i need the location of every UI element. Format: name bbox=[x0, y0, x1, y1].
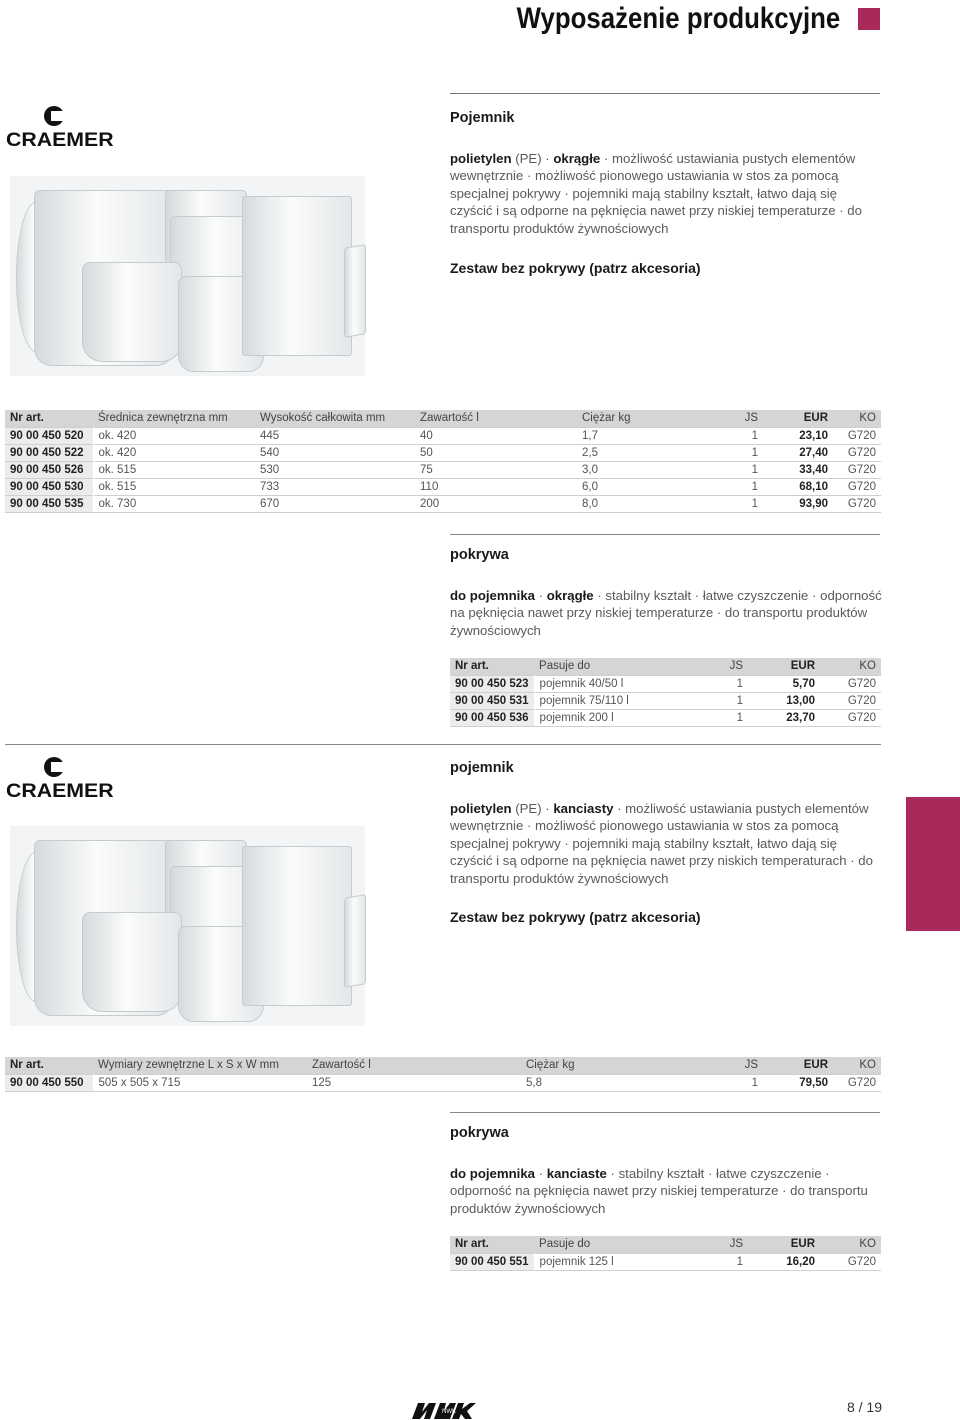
table-cell: 1 bbox=[712, 675, 748, 692]
square-container-shape bbox=[242, 846, 352, 1006]
table-cell: 5,70 bbox=[748, 675, 820, 692]
craemer-logo-mark bbox=[44, 106, 64, 128]
col-header: Pasuje do bbox=[534, 658, 712, 675]
table-cell: 530 bbox=[255, 461, 415, 478]
col-header: Wymiary zewnętrzne L x S x W mm bbox=[93, 1057, 307, 1074]
lid1-lead: do pojemnika bbox=[450, 588, 535, 603]
table-cell: 90 00 450 550 bbox=[5, 1074, 93, 1091]
section1-description bbox=[450, 150, 882, 237]
craemer-logo-text: CRAEMER bbox=[6, 781, 114, 802]
table-cell: 1 bbox=[712, 709, 748, 726]
section2-subheading: Zestaw bez pokrywy (patrz akcesoria) bbox=[450, 909, 701, 925]
col-header: KO bbox=[833, 1057, 881, 1074]
col-header: Wysokość całkowita mm bbox=[255, 410, 415, 427]
table-cell: G720 bbox=[833, 478, 881, 495]
title-accent-square bbox=[858, 8, 880, 30]
col-header: JS bbox=[712, 1236, 748, 1253]
table-cell: 90 00 450 551 bbox=[450, 1253, 534, 1270]
table-cell: 23,70 bbox=[748, 709, 820, 726]
table-cell: 2,5 bbox=[577, 444, 727, 461]
table-cell: 1 bbox=[727, 478, 763, 495]
section1-table bbox=[5, 410, 881, 513]
section-divider bbox=[450, 534, 880, 535]
section2-material-detail: (PE) · bbox=[511, 801, 554, 816]
col-header: JS bbox=[727, 410, 763, 427]
section2-description-body: · możliwość ustawiania pustych elementów wewnętrznie · możliwość pionowego ustawiania w stos za pomocą specjalnej pokrywy · pojemniki mają stabilny kształt, łatwo dają się czyścić i są odporne na pęknięcia nawet przy niskich temperaturach · do transportu produktów żywnościowych bbox=[450, 801, 873, 886]
table-row bbox=[450, 675, 881, 692]
section2-material: polietylen bbox=[450, 801, 512, 816]
table-cell: pojemnik 200 l bbox=[534, 709, 712, 726]
col-header: EUR bbox=[763, 410, 833, 427]
lid2-description-body: · stabilny kształt · łatwe czyszczenie · odporność na pęknięcia nawet przy niskiej temperaturze · do transportu produktów żywnościowych bbox=[450, 1166, 868, 1216]
col-header: KO bbox=[820, 658, 881, 675]
table-cell: G720 bbox=[833, 461, 881, 478]
table-cell: 670 bbox=[255, 495, 415, 512]
col-header: Pasuje do bbox=[534, 1236, 712, 1253]
table-cell: 90 00 450 526 bbox=[5, 461, 93, 478]
table-row bbox=[5, 478, 881, 495]
table-cell: ok. 420 bbox=[93, 444, 255, 461]
table-row bbox=[5, 1074, 881, 1091]
lid2-description bbox=[450, 1165, 882, 1217]
col-header: EUR bbox=[748, 658, 820, 675]
section1-material: polietylen bbox=[450, 151, 512, 166]
table-row bbox=[450, 709, 881, 726]
table-header-row bbox=[5, 410, 881, 427]
table-cell: G720 bbox=[820, 709, 881, 726]
col-header: Zawartość l bbox=[415, 410, 577, 427]
table-cell: 90 00 450 522 bbox=[5, 444, 93, 461]
table-cell: 3,0 bbox=[577, 461, 727, 478]
col-header: Średnica zewnętrzna mm bbox=[93, 410, 255, 427]
col-header: JS bbox=[712, 658, 748, 675]
table-cell: 68,10 bbox=[763, 478, 833, 495]
section1-heading: Pojemnik bbox=[450, 110, 515, 126]
col-header: JS bbox=[727, 1057, 763, 1074]
table-cell: G720 bbox=[820, 1253, 881, 1270]
table-cell: 8,0 bbox=[577, 495, 727, 512]
lid1-table bbox=[450, 658, 881, 727]
col-header: KO bbox=[833, 410, 881, 427]
table-cell: 40 bbox=[415, 427, 577, 444]
table-cell: 1,7 bbox=[577, 427, 727, 444]
lid2-heading: pokrywa bbox=[450, 1125, 509, 1141]
lid1-description-body: · stabilny kształt · łatwe czyszczenie · odporność na pęknięcia nawet przy niskiej temperaturze · do transportu produktów żywnościowych bbox=[450, 588, 882, 638]
section1-subheading: Zestaw bez pokrywy (patrz akcesoria) bbox=[450, 260, 701, 276]
table-cell: 90 00 450 531 bbox=[450, 692, 534, 709]
col-header: KO bbox=[820, 1236, 881, 1253]
nwk-logo-text: NWK bbox=[442, 1409, 456, 1415]
table-cell: pojemnik 125 l bbox=[534, 1253, 712, 1270]
table-cell: 1 bbox=[712, 1253, 748, 1270]
col-header: Zawartość l bbox=[307, 1057, 521, 1074]
product-image-containers bbox=[10, 826, 365, 1026]
table-cell: 200 bbox=[415, 495, 577, 512]
table-cell: ok. 515 bbox=[93, 461, 255, 478]
table-cell: 27,40 bbox=[763, 444, 833, 461]
table-cell: pojemnik 40/50 l bbox=[534, 675, 712, 692]
col-header: Nr art. bbox=[5, 1057, 93, 1074]
table-cell: 6,0 bbox=[577, 478, 727, 495]
section2-description bbox=[450, 800, 882, 887]
col-header: Ciężar kg bbox=[521, 1057, 727, 1074]
col-header: Nr art. bbox=[450, 1236, 534, 1253]
table-cell: 90 00 450 535 bbox=[5, 495, 93, 512]
table-cell: ok. 515 bbox=[93, 478, 255, 495]
section-divider bbox=[450, 1112, 880, 1113]
table-cell: 1 bbox=[727, 444, 763, 461]
table-cell: 445 bbox=[255, 427, 415, 444]
section-divider bbox=[5, 744, 881, 745]
craemer-logo bbox=[6, 757, 114, 803]
table-header-row bbox=[5, 1057, 881, 1074]
section2-table bbox=[5, 1057, 881, 1092]
table-row bbox=[450, 692, 881, 709]
nwk-logo bbox=[412, 1402, 476, 1420]
table-cell: 23,10 bbox=[763, 427, 833, 444]
lid1-description bbox=[450, 587, 882, 639]
table-cell: pojemnik 75/110 l bbox=[534, 692, 712, 709]
table-cell: 90 00 450 536 bbox=[450, 709, 534, 726]
table-cell: 540 bbox=[255, 444, 415, 461]
table-row bbox=[5, 444, 881, 461]
table-cell: 733 bbox=[255, 478, 415, 495]
lid1-separator: · bbox=[535, 588, 547, 603]
table-cell: 125 bbox=[307, 1074, 521, 1091]
table-row bbox=[450, 1253, 881, 1270]
top-divider bbox=[450, 93, 880, 94]
page-number: 8 / 19 bbox=[846, 1399, 882, 1415]
col-header: Ciężar kg bbox=[577, 410, 727, 427]
small-round-container-shape bbox=[82, 912, 182, 1012]
table-cell: 90 00 450 530 bbox=[5, 478, 93, 495]
table-cell: 16,20 bbox=[748, 1253, 820, 1270]
lid2-table bbox=[450, 1236, 881, 1271]
table-cell: 1 bbox=[727, 1074, 763, 1091]
lid2-lead: do pojemnika bbox=[450, 1166, 535, 1181]
section1-material-detail: (PE) · bbox=[511, 151, 554, 166]
page-title: Wyposażenie produkcyjne bbox=[516, 2, 840, 35]
table-cell: 110 bbox=[415, 478, 577, 495]
table-row bbox=[5, 495, 881, 512]
table-cell: G720 bbox=[833, 427, 881, 444]
table-cell: 79,50 bbox=[763, 1074, 833, 1091]
table-cell: 93,90 bbox=[763, 495, 833, 512]
table-cell: 50 bbox=[415, 444, 577, 461]
table-cell: 1 bbox=[727, 427, 763, 444]
table-cell: 75 bbox=[415, 461, 577, 478]
col-header: Nr art. bbox=[450, 658, 534, 675]
table-cell: 5,8 bbox=[521, 1074, 727, 1091]
craemer-logo-mark bbox=[44, 757, 64, 779]
table-cell: ok. 730 bbox=[93, 495, 255, 512]
table-cell: G720 bbox=[833, 1074, 881, 1091]
craemer-logo-text: CRAEMER bbox=[6, 130, 114, 151]
square-lid-shape bbox=[344, 894, 366, 988]
table-cell: G720 bbox=[820, 675, 881, 692]
lid1-heading: pokrywa bbox=[450, 547, 509, 563]
table-header-row bbox=[450, 658, 881, 675]
table-cell: 33,40 bbox=[763, 461, 833, 478]
table-cell: 13,00 bbox=[748, 692, 820, 709]
product-image-round-containers bbox=[10, 176, 365, 376]
table-header-row bbox=[450, 1236, 881, 1253]
table-cell: 90 00 450 523 bbox=[450, 675, 534, 692]
lid2-shape: kanciaste bbox=[546, 1166, 607, 1181]
section2-shape: kanciasty bbox=[553, 801, 614, 816]
col-header: EUR bbox=[748, 1236, 820, 1253]
side-tab-marker bbox=[906, 797, 960, 931]
table-cell: G720 bbox=[833, 444, 881, 461]
table-cell: 505 x 505 x 715 bbox=[93, 1074, 307, 1091]
section1-shape: okrągłe bbox=[553, 151, 601, 166]
col-header: Nr art. bbox=[5, 410, 93, 427]
table-cell: G720 bbox=[833, 495, 881, 512]
table-cell: 1 bbox=[712, 692, 748, 709]
section2-heading: pojemnik bbox=[450, 760, 514, 776]
section1-description-body: · możliwość ustawiania pustych elementów wewnętrznie · możliwość pionowego ustawiania w stos za pomocą specjalnej pokrywy · pojemniki mają stabilny kształt, łatwo dają się czyścić i są odporne na pęknięcia nawet przy niskiej temperaturze · do transportu produktów żywnościowych bbox=[450, 151, 862, 236]
table-cell: ok. 420 bbox=[93, 427, 255, 444]
col-header: EUR bbox=[763, 1057, 833, 1074]
square-container-shape bbox=[242, 196, 352, 356]
small-round-container-shape bbox=[82, 262, 182, 362]
square-lid-shape bbox=[344, 244, 366, 338]
table-cell: G720 bbox=[820, 692, 881, 709]
lid2-separator: · bbox=[535, 1166, 547, 1181]
lid1-shape: okrągłe bbox=[546, 588, 594, 603]
table-cell: 90 00 450 520 bbox=[5, 427, 93, 444]
table-cell: 1 bbox=[727, 495, 763, 512]
table-row bbox=[5, 427, 881, 444]
table-cell: 1 bbox=[727, 461, 763, 478]
craemer-logo bbox=[6, 106, 114, 152]
table-row bbox=[5, 461, 881, 478]
